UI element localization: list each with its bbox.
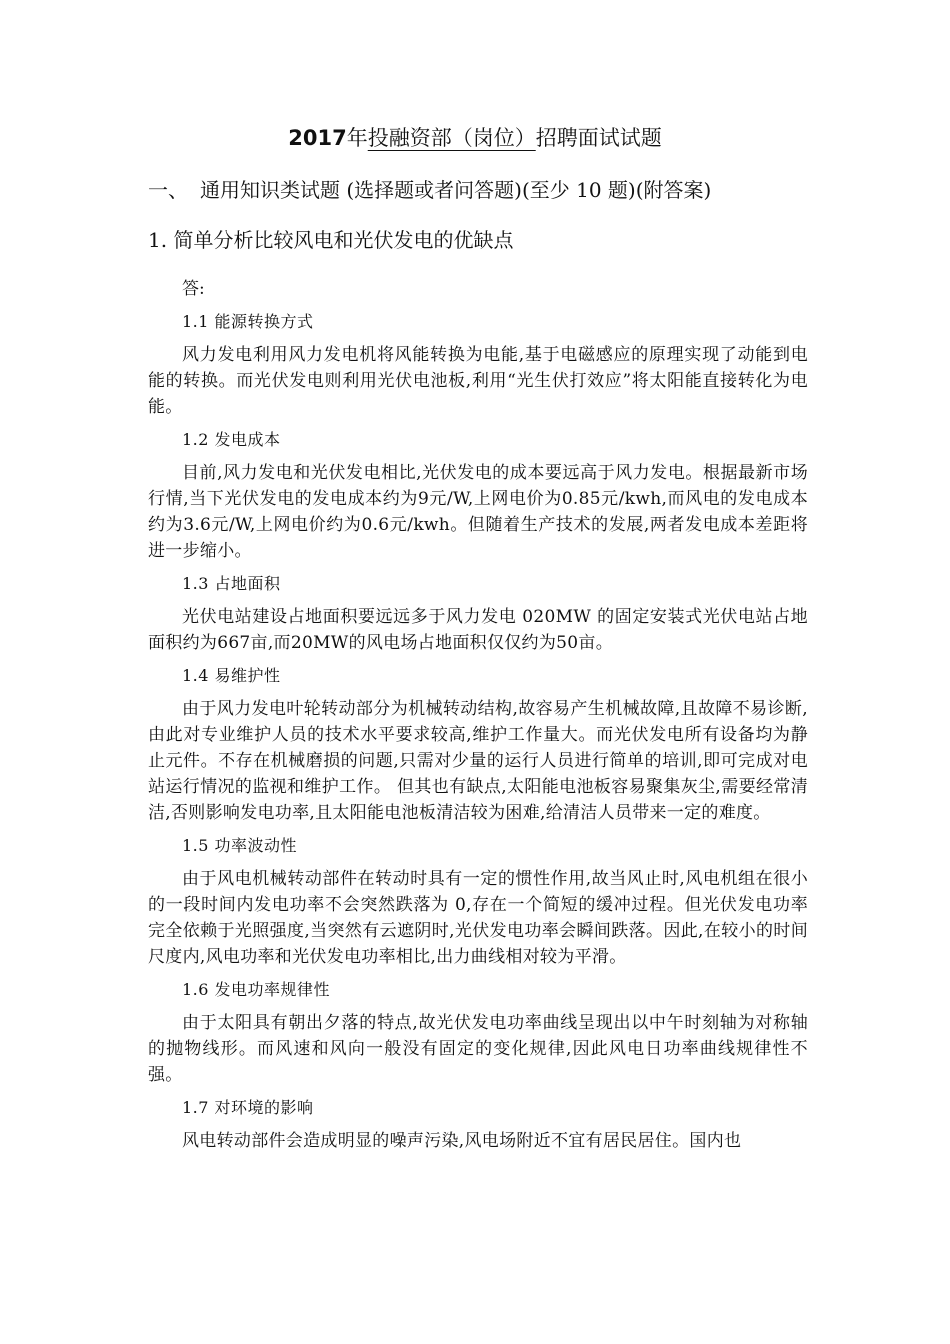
question-heading (148, 224, 513, 253)
title-year: 2017 (288, 126, 347, 150)
title-rest: 招聘面试试题 (535, 126, 662, 150)
answer-body (148, 276, 808, 1161)
subsection-paragraph: 由于风电机械转动部件在转动时具有一定的惯性作用,故当风止时,风电机组在很小的一段时间内发电功率不会突然跌落为 0,存在一个简短的缓冲过程。但光伏发电功率完全依赖于光照强度,当突然有云遮阴时,光伏发电功率会瞬间跌落。因此,在较小的时间尺度内,风电功率和光伏发电功率相比,出力曲线相对较为平滑。 (148, 869, 808, 967)
subsection-paragraph: 目前,风力发电和光伏发电相比,光伏发电的成本要远高于风力发电。根据最新市场行情,当下光伏发电的发电成本约为9元/W,上网电价为0.85元/kwh,而风电的发电成本约为3.6元/W,上网电价约为0.6元/kwh。但随着生产技术的发展,两者发电成本差距将进一步缩小。 (148, 463, 808, 561)
subsection-heading: 1.6 发电功率规律性 (182, 980, 331, 999)
subsection-paragraph: 光伏电站建设占地面积要远远多于风力发电 020MW 的固定安装式光伏电站占地面积约为667亩,而20MW的风电场占地面积仅仅约为50亩。 (148, 607, 808, 653)
section-heading (148, 174, 711, 203)
page-title (0, 122, 950, 152)
title-year-suffix: 年 (346, 126, 368, 150)
section-number: 一、 (148, 178, 188, 202)
question-number: 1. (148, 228, 168, 252)
subsection-heading: 1.3 占地面积 (182, 574, 281, 593)
subsection-paragraph: 风电转动部件会造成明显的噪声污染,风电场附近不宜有居民居住。国内也 (182, 1131, 742, 1151)
subsection-heading: 1.1 能源转换方式 (182, 312, 314, 331)
subsection-heading: 1.2 发电成本 (182, 430, 281, 449)
subsection-paragraph: 风力发电利用风力发电机将风能转换为电能,基于电磁感应的原理实现了动能到电能的转换。而光伏发电则利用光伏电池板,利用“光生伏打效应”将太阳能直接转化为电能。 (148, 345, 808, 417)
subsection-heading: 1.5 功率波动性 (182, 836, 298, 855)
title-department: 投融资部（岗位） (367, 126, 536, 150)
subsection-heading: 1.7 对环境的影响 (182, 1098, 314, 1117)
section-text: 通用知识类试题 (选择题或者问答题)(至少 10 题)(附答案) (200, 178, 712, 202)
subsection-paragraph: 由于太阳具有朝出夕落的特点,故光伏发电功率曲线呈现出以中午时刻轴为对称轴的抛物线形。而风速和风向一般没有固定的变化规律,因此风电日功率曲线规律性不强。 (148, 1013, 808, 1085)
answer-label: 答: (182, 279, 205, 299)
question-text: 简单分析比较风电和光伏发电的优缺点 (173, 228, 514, 252)
subsection-heading: 1.4 易维护性 (182, 666, 281, 685)
subsection-paragraph: 由于风力发电叶轮转动部分为机械转动结构,故容易产生机械故障,且故障不易诊断,由此对专业维护人员的技术水平要求较高,维护工作量大。而光伏发电所有设备均为静止元件。不存在机械磨损的问题,只需对少量的运行人员进行简单的培训,即可完成对电站运行情况的监视和维护工作。 但其也有缺点,太阳能电池板容易聚集灰尘,需要经常清洁,否则影响发电功率,且太阳能电池板清洁较为困难,给清洁人员带来一定的难度。 (148, 699, 808, 823)
